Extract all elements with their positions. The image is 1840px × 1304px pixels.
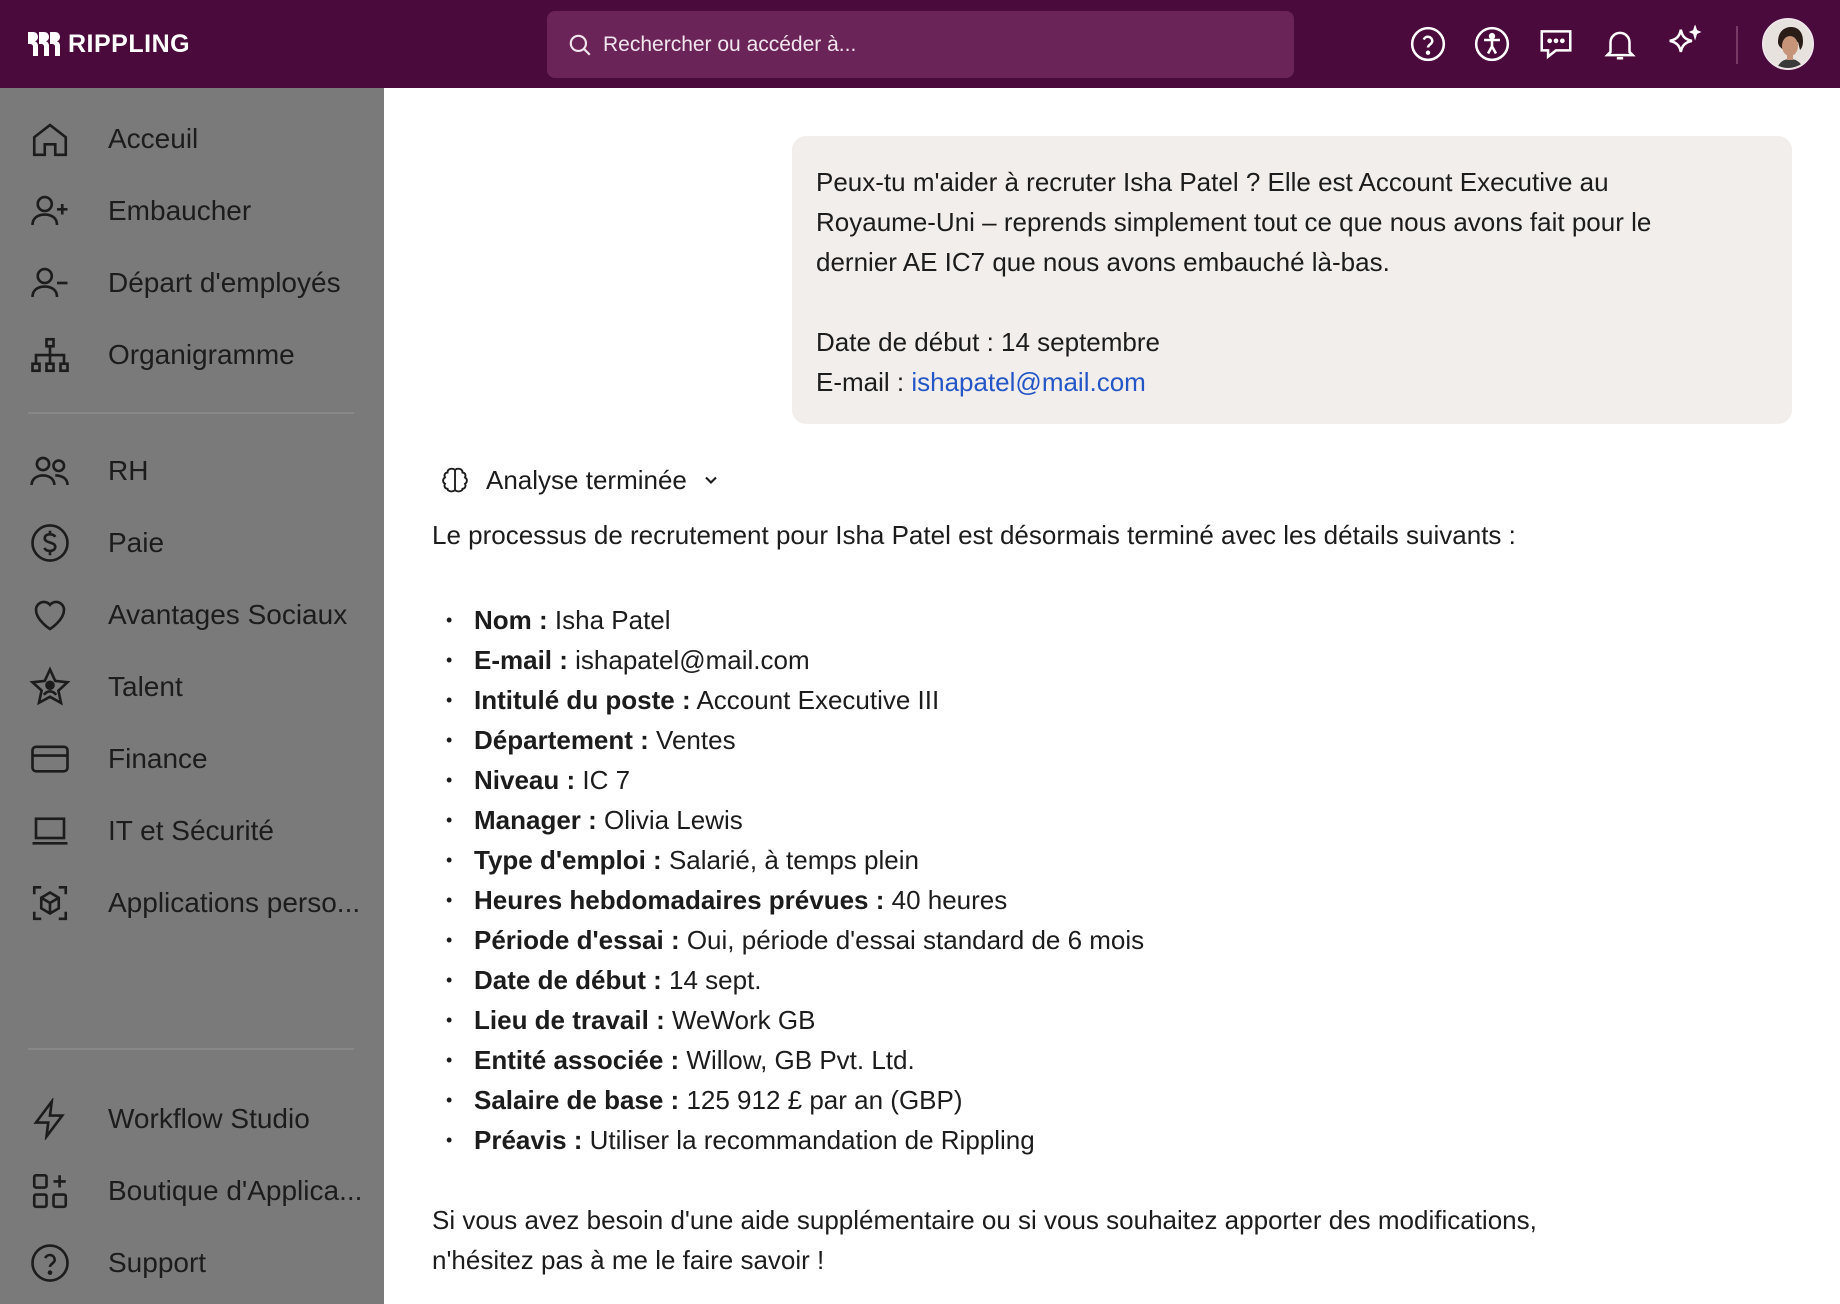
list-item [432,720,1144,760]
search-bar[interactable] [547,11,1294,78]
sidebar-divider [28,412,354,414]
detail-label: Date de début : [474,965,662,995]
user-message-email-line [816,362,1768,402]
org-chart-icon [28,333,72,377]
detail-value: Ventes [648,725,736,755]
detail-value: ishapatel@mail.com [567,645,810,675]
ai-sparkle-icon [1665,25,1703,63]
search-icon [567,32,593,58]
sidebar-item-label: Support [108,1247,207,1278]
list-item [432,960,1144,1000]
rippling-logo[interactable] [26,29,190,59]
sidebar-item-boutique[interactable] [0,1160,384,1222]
notifications-button[interactable] [1600,24,1640,64]
email-link[interactable]: ishapatel@mail.com [911,367,1146,397]
sidebar-item-label: Avantages Sociaux [108,599,348,630]
user-message-line: dernier AE IC7 que nous avons embauché là-bas. [816,247,1390,277]
list-item [432,600,1144,640]
sidebar-item-label: Workflow Studio [108,1103,310,1134]
detail-value: Isha Patel [547,605,671,635]
detail-label: Salaire de base : [474,1085,680,1115]
dollar-icon [28,521,72,565]
help-icon [28,1241,72,1285]
top-bar [0,0,1840,88]
detail-value: Account Executive III [690,685,940,715]
chat-button[interactable] [1536,24,1576,64]
sidebar-item-label: Finance [108,743,208,774]
sidebar-item-label: RH [108,455,149,486]
heart-icon [28,593,72,637]
sidebar-item-organigramme[interactable] [0,324,384,386]
detail-value: Olivia Lewis [596,805,743,835]
detail-label: Lieu de travail : [474,1005,665,1035]
list-item [432,840,1144,880]
user-minus-icon [28,261,72,305]
help-icon [1409,25,1447,63]
detail-label: Heures hebdomadaires prévues : [474,885,885,915]
list-item [432,680,1144,720]
avatar[interactable] [1762,18,1814,70]
detail-label: Manager : [474,805,597,835]
email-prefix: E-mail : [816,367,912,397]
bell-icon [1601,25,1639,63]
sidebar-item-label: Boutique d'Applica... [108,1175,363,1206]
sidebar-item-workflow-studio[interactable] [0,1088,384,1150]
sidebar-item-embaucher[interactable] [0,180,384,242]
list-item [432,1040,1144,1080]
assistant-outro-line: Si vous avez besoin d'une aide supplémentaire ou si vous souhaitez apporter des modifications, [432,1205,1537,1235]
user-plus-icon [28,189,72,233]
detail-label: Intitulé du poste : [474,685,691,715]
detail-label: Nom : [474,605,548,635]
people-icon [28,449,72,493]
detail-label: Entité associée : [474,1045,680,1075]
detail-label: E-mail : [474,645,568,675]
detail-value: Willow, GB Pvt. Ltd. [679,1045,915,1075]
star-person-icon [28,665,72,709]
list-item [432,1120,1144,1160]
detail-value: Oui, période d'essai standard de 6 mois [679,925,1145,955]
sidebar-item-label: Acceuil [108,123,199,154]
list-item [432,760,1144,800]
list-item [432,1080,1144,1120]
sidebar-item-label: Talent [108,671,183,702]
chevron-down-icon [701,470,721,490]
chat-panel [384,88,1840,1304]
sidebar-item-it-securite[interactable] [0,800,384,862]
detail-label: Période d'essai : [474,925,680,955]
user-message-line: Peux-tu m'aider à recruter Isha Patel ? Elle est Account Executive au [816,167,1609,197]
sidebar-item-depart[interactable] [0,252,384,314]
detail-label: Département : [474,725,649,755]
custom-apps-icon [28,881,72,925]
sidebar-item-label: Applications perso... [108,887,361,918]
detail-value: 40 heures [884,885,1008,915]
sidebar-item-finance[interactable] [0,728,384,790]
user-message-bubble [792,136,1792,424]
sidebar-item-label: Départ d'employés [108,267,341,298]
sidebar-item-label: Organigramme [108,339,295,370]
list-item [432,800,1144,840]
sidebar-item-accueil[interactable] [0,108,384,170]
assistant-outro [432,1200,1732,1280]
home-icon [28,117,72,161]
app-shop-icon [28,1169,72,1213]
brain-icon [440,465,470,495]
detail-label: Type d'emploi : [474,845,662,875]
detail-value: Utiliser la recommandation de Rippling [582,1125,1035,1155]
detail-value: Salarié, à temps plein [661,845,919,875]
detail-value: 14 sept. [661,965,762,995]
ai-assistant-button[interactable] [1664,24,1704,64]
laptop-icon [28,809,72,853]
detail-label: Préavis : [474,1125,583,1155]
assistant-intro: Le processus de recrutement pour Isha Patel est désormais terminé avec les détails suivants : [432,520,1516,550]
list-item [432,880,1144,920]
analysis-toggle[interactable] [440,462,721,498]
credit-card-icon [28,737,72,781]
help-button[interactable] [1408,24,1448,64]
chat-icon [1537,25,1575,63]
detail-value: IC 7 [575,765,631,795]
topbar-divider [1736,26,1738,64]
sidebar [0,88,384,1304]
sidebar-item-label: Embaucher [108,195,252,226]
user-message-line: Royaume-Uni – reprends simplement tout ce que nous avons fait pour le [816,207,1652,237]
lightning-icon [28,1097,72,1141]
sidebar-divider [28,1048,354,1050]
accessibility-button[interactable] [1472,24,1512,64]
sidebar-item-rh[interactable] [0,440,384,502]
sidebar-item-support[interactable] [0,1232,384,1294]
sidebar-item-paie[interactable] [0,512,384,574]
list-item [432,920,1144,960]
sidebar-item-talent[interactable] [0,656,384,718]
analysis-label: Analyse terminée [486,464,687,495]
sidebar-item-label: IT et Sécurité [108,815,275,846]
accessibility-icon [1473,25,1511,63]
detail-value: WeWork GB [664,1005,816,1035]
sidebar-item-avantages[interactable] [0,584,384,646]
user-message-start-date: Date de début : 14 septembre [816,327,1161,357]
sidebar-item-label: Paie [108,527,165,558]
user-avatar-icon [1764,20,1814,70]
detail-value: 125 912 £ par an (GBP) [679,1085,963,1115]
sidebar-item-applications[interactable] [0,872,384,934]
assistant-outro-line: n'hésitez pas à me le faire savoir ! [432,1245,825,1275]
rippling-logo-mark-icon [26,30,62,58]
hire-details-list [432,600,1144,1160]
brand-name: RIPPLING [68,29,191,58]
list-item [432,1000,1144,1040]
detail-label: Niveau : [474,765,576,795]
search-input[interactable] [603,33,1253,57]
list-item [432,640,1144,680]
